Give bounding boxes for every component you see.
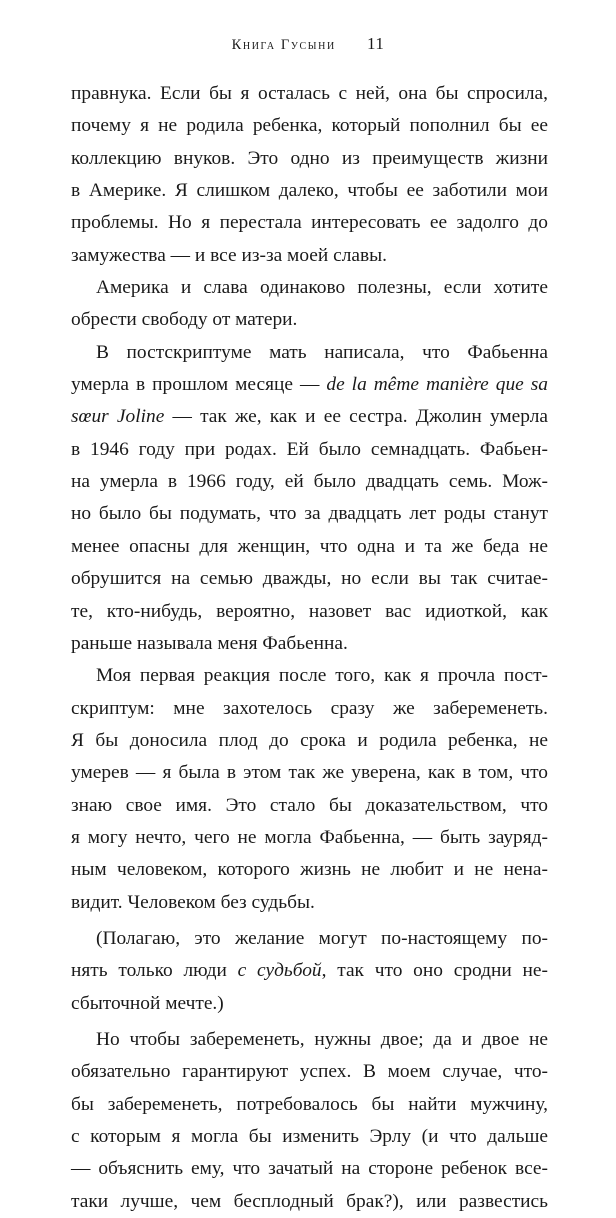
- text-run: умерла в прошлом месяце —: [71, 374, 327, 396]
- text-line: (Полагаю, это желание могут по-настоящему по-: [96, 927, 548, 949]
- text-line: раньше называла меня Фабьенна.: [71, 632, 348, 654]
- paragraph-1: [71, 78, 548, 272]
- text-line: коллекцию внуков. Это одно из преимуществ жизни: [71, 147, 548, 169]
- paragraph-5: [71, 923, 548, 1020]
- text-line: ным человеком, которого жизнь не любит и не нена-: [71, 859, 548, 881]
- text-line: — объяснить ему, что зачатый на стороне ребенок все-: [71, 1158, 548, 1180]
- page-number: 11: [367, 34, 385, 53]
- running-header: [0, 34, 616, 54]
- paragraph-6: [71, 1024, 548, 1218]
- text-line: менее опасны для женщин, что одна и та же беда не: [71, 535, 548, 557]
- text-line: видит. Человеком без судьбы.: [71, 891, 315, 913]
- text-line: Америка и слава одинаково полезны, если хотите: [96, 277, 548, 299]
- paragraph-2: [71, 272, 548, 337]
- text-line: проблемы. Но я перестала интересовать ее задолго до: [71, 212, 548, 234]
- text-line: на умерла в 1966 году, ей было двадцать семь. Мож-: [71, 471, 548, 493]
- text-line: знаю свое имя. Это стало бы доказательством, что: [71, 794, 548, 816]
- italic-phrase: с судьбой: [237, 960, 322, 982]
- text-line: Я бы доносила плод до срока и родила ребенка, не: [71, 729, 548, 751]
- paragraph-4: [71, 660, 548, 919]
- text-line: бы забеременеть, потребовалось бы найти мужчину,: [71, 1093, 548, 1115]
- text-line: те, кто-нибудь, вероятно, назовет вас идиоткой, как: [71, 600, 548, 622]
- text-line: обрести свободу от матери.: [71, 309, 298, 331]
- text-line: В постскриптуме мать написала, что Фабьенна: [96, 341, 548, 363]
- french-italic-phrase: de la même manière que sa: [326, 374, 549, 396]
- text-line: в Америке. Я слишком далеко, чтобы ее заботили мои: [71, 180, 548, 202]
- text-line: но было бы подумать, что за двадцать лет роды станут: [71, 503, 548, 525]
- text-line: Моя первая реакция после того, как я прочла пост-: [96, 665, 548, 687]
- text-line: [71, 955, 548, 987]
- text-line: скриптум: мне захотелось сразу же забеременеть.: [71, 697, 548, 719]
- text-run: нять только люди: [71, 960, 238, 982]
- text-line: замужества — и все из-за моей славы.: [71, 244, 388, 266]
- text-line: почему я не родила ребенка, который пополнил бы ее: [71, 115, 548, 137]
- text-line: сбыточной мечте.): [71, 992, 224, 1014]
- text-line: я могу нечто, чего не могла Фабьенна, — быть зауряд-: [71, 826, 548, 848]
- body-text: [71, 78, 548, 1218]
- french-italic-phrase: sœur Joline: [71, 406, 165, 428]
- text-line: Но чтобы забеременеть, нужны двое; да и двое не: [96, 1028, 548, 1050]
- paragraph-3: [71, 337, 548, 660]
- text-line: с которым я могла бы изменить Эрлу (и что дальше: [71, 1126, 548, 1147]
- text-run: — так же, как и ее сестра. Джолин умерла: [164, 406, 548, 428]
- book-title: Книга Гусыни: [231, 37, 336, 53]
- text-line: [71, 401, 548, 433]
- text-line: обрушится на семью дважды, но если вы так считае-: [71, 568, 548, 590]
- text-line: [71, 369, 548, 401]
- text-line: таки лучше, чем бесплодный брак?), или развестись: [71, 1190, 548, 1212]
- text-line: умерев — я была в этом так же уверена, как в том, что: [71, 762, 548, 784]
- text-line: правнука. Если бы я осталась с ней, она бы спросила,: [71, 83, 548, 104]
- text-line: обязательно гарантируют успех. В моем случае, что-: [71, 1061, 548, 1083]
- text-line: в 1946 году при родах. Ей было семнадцать. Фабьен-: [71, 438, 548, 460]
- text-run: , так что оно сродни не-: [321, 960, 549, 982]
